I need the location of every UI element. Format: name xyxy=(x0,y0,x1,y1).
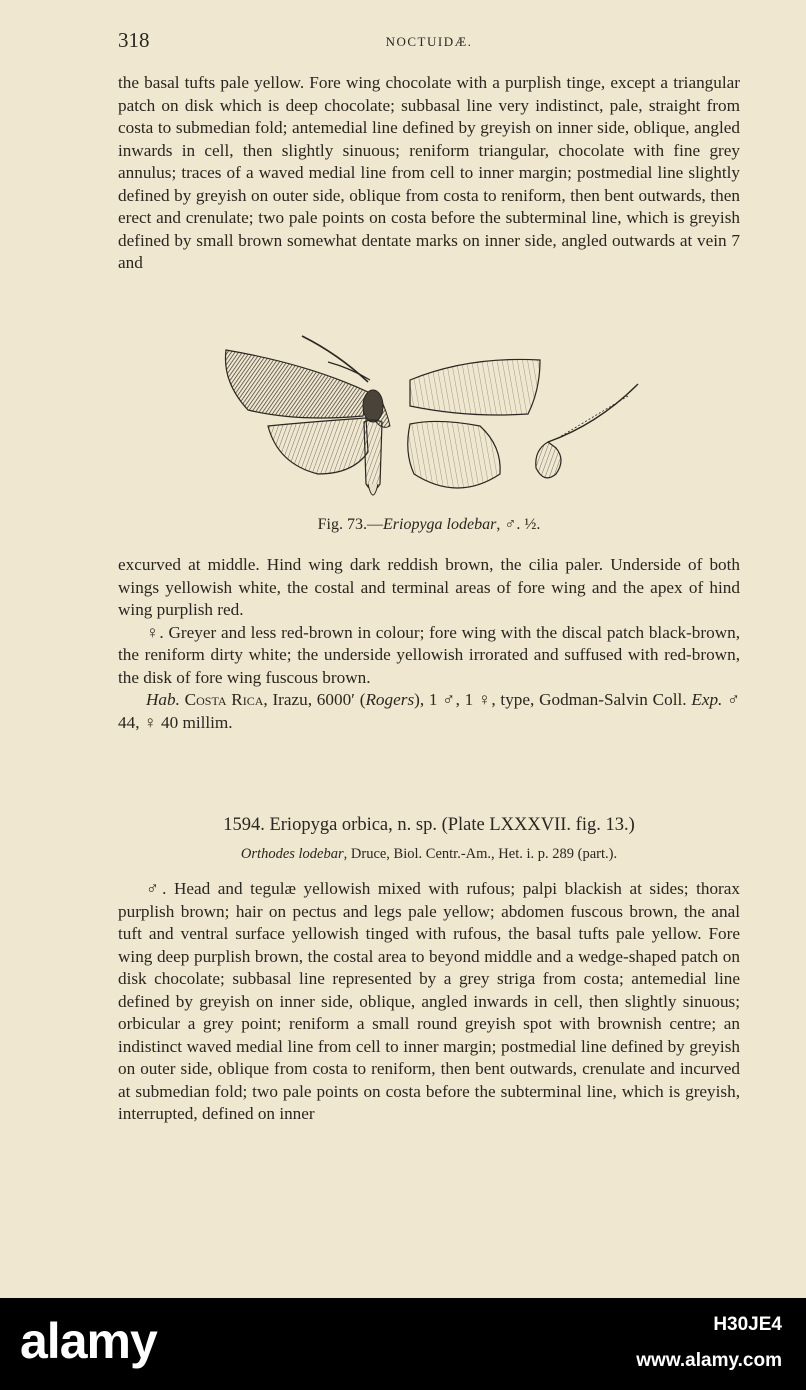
running-head: NOCTUIDÆ. xyxy=(385,34,473,49)
hab-label: Hab. xyxy=(146,690,180,709)
locality: Costa Rica xyxy=(184,690,264,709)
species-number: 1594. xyxy=(223,815,265,835)
caption-species: Eriopyga lodebar xyxy=(383,516,497,533)
species-heading xyxy=(118,815,740,836)
habitat-text-3: ♂ 44, ♀ 40 millim. xyxy=(118,690,741,732)
watermark-bar xyxy=(0,1298,806,1390)
habitat-text-2: ), 1 ♂, 1 ♀, type, Godman-Salvin Coll. xyxy=(414,690,692,709)
body-paragraph xyxy=(118,878,740,1126)
figure-caption xyxy=(118,516,740,534)
synonym-citation: , Druce, Biol. Centr.-Am., Het. i. p. 289 (part.). xyxy=(343,846,618,862)
body-paragraph xyxy=(118,72,740,275)
species-suffix: , n. sp. (Plate LXXXVII. fig. 13.) xyxy=(388,815,635,835)
male-description: ♂. Head and tegulæ yellowish mixed with rufous; palpi blackish at sides; thorax purplish brown; hair on pectus and legs pale yellow; abdomen fuscous brown, the anal tuft and ventral surface yellowish tinged with rufous, the basal tufts pale yellow. Fore wing deep purplish brown, the costal area to beyond middle and a wedge-shaped patch on disk chocolate; subbasal line represented by a grey striga from costa; antemedial line defined by greyish on inner side, oblique, angled inwards in cell, then slightly sinuous; orbicular a grey point; reniform a small round greyish spot with brownish centre; an indistinct waved medial line from cell to inner margin; postmedial line defined by greyish on outer side, oblique from costa to reniform, then bent outwards, crenulate and incurved at submedian fold; two pale points on costa before the subterminal line, which is greyish, interrupted, defined on inner xyxy=(118,879,740,1123)
site-url: www.alamy.com xyxy=(636,1350,782,1371)
page-number: 318 xyxy=(118,28,150,52)
habitat-line xyxy=(118,689,740,734)
species-name: Eriopyga orbica xyxy=(269,815,389,835)
page-header xyxy=(118,28,740,54)
description-continued: excurved at middle. Hind wing dark reddish brown, the cilia paler. Underside of both wings yellowish white, the costal and terminal areas of fore wing and the apex of hind wing purplish red. xyxy=(118,555,740,619)
paragraph-continuation: the basal tufts pale yellow. Fore wing chocolate with a purplish tinge, except a triangular patch on disk which is deep chocolate; subbasal line very indistinct, pale, straight from costa to submedian fold; antemedial line defined by greyish on inner side, oblique, angled inwards in cell, then slightly sinuous; reniform triangular, chocolate with fine grey annulus; traces of a waved medial line from cell to inner margin; postmedial line slightly defined by greyish on outer side, oblique from costa to reniform, then bent outwards, then erect and crenulate; two pale points on costa before the subterminal line, which is greyish defined by small brown somewhat dentate marks on inner side, angled outwards at vein 7 and xyxy=(118,73,740,272)
synonym-name: Orthodes lodebar xyxy=(240,846,344,862)
body-text-block xyxy=(118,554,740,734)
female-description: ♀. Greyer and less red-brown in colour; fore wing with the discal patch black-brown, the reniform dirty white; the underside yellowish irrorated and suffused with red-brown, the disk of fore wing fuscous brown. xyxy=(118,622,740,687)
caption-prefix: Fig. 73.— xyxy=(317,516,383,533)
moth-illustration xyxy=(218,334,648,514)
image-id: H30JE4 xyxy=(713,1314,782,1335)
moth-figure xyxy=(218,334,648,514)
exp-label: Exp. xyxy=(691,690,723,709)
habitat-text-1: , Irazu, 6000′ ( xyxy=(263,690,366,709)
alamy-logo: alamy xyxy=(20,1313,157,1369)
synonymy-line xyxy=(118,846,740,863)
caption-suffix: , ♂. ½. xyxy=(496,516,541,533)
collector-name: Rogers xyxy=(365,690,415,709)
